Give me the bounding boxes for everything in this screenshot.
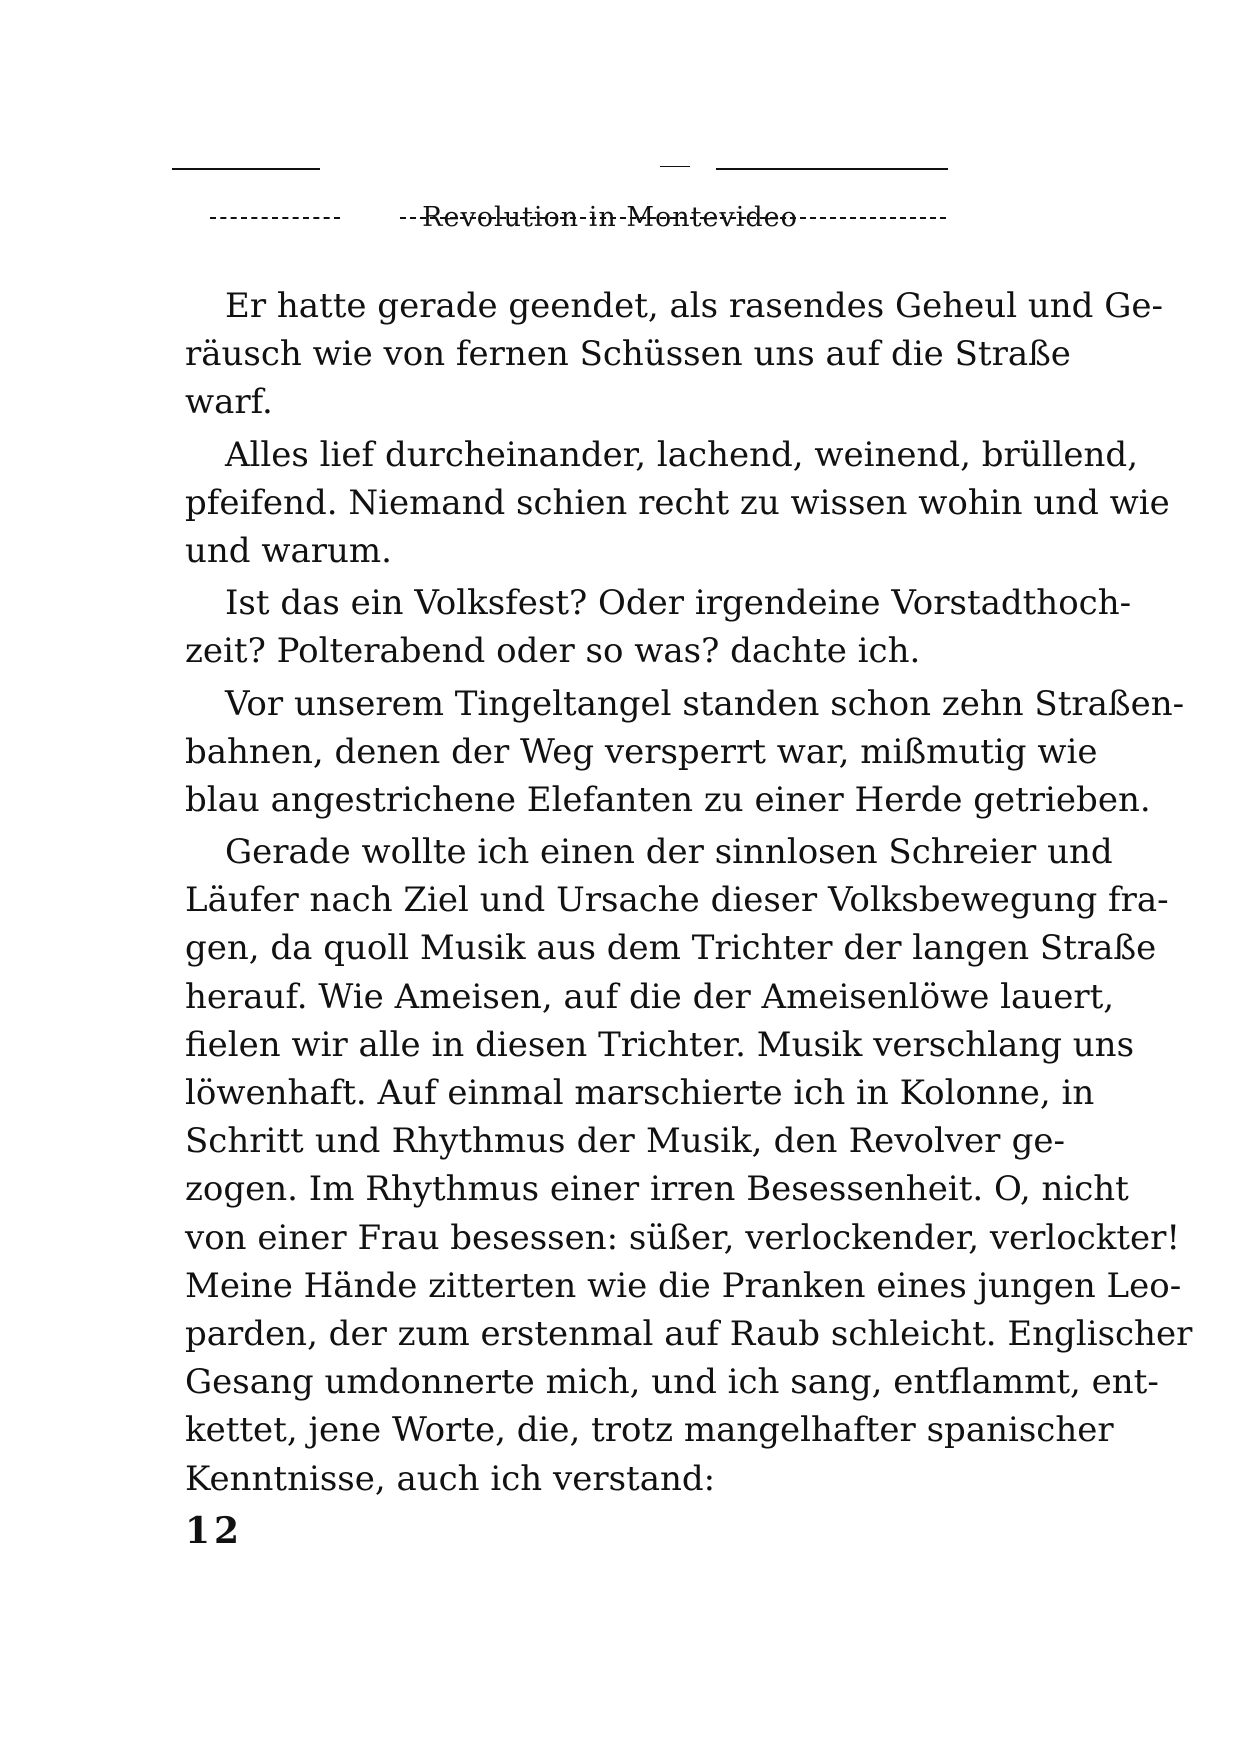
text-line: bahnen, denen der Weg versperrt war, mißmutig wie <box>185 731 1098 772</box>
running-title: Revolution in Montevideo <box>422 202 798 233</box>
text-line: Vor unserem Tingeltangel standen schon zehn Straßen- <box>225 683 1185 724</box>
text-line: Läufer nach Ziel und Ursache dieser Volksbewegung fra- <box>185 880 1169 921</box>
text-line: Gesang umdonnerte mich, und ich sang, entflammt, ent- <box>185 1362 1159 1403</box>
text-line: Gerade wollte ich einen der sinnlosen Schreier und <box>225 832 1113 873</box>
text-line: blau angestrichene Elefanten zu einer Herde getrieben. <box>185 779 1151 820</box>
text-line: pfeifend. Niemand schien recht zu wissen wohin und wie <box>185 482 1170 523</box>
text-line: kettet, jene Worte, die, trotz mangelhafter spanischer <box>185 1410 1114 1451</box>
header-rule-top-left <box>172 168 320 170</box>
text-line: von einer Frau besessen: süßer, verlockender, verlockter! <box>185 1217 1181 1258</box>
text-line: zogen. Im Rhythmus einer irren Besessenheit. O, nicht <box>185 1169 1129 1210</box>
header-rule-top-mid <box>660 166 690 167</box>
header-rule-top-right <box>716 168 948 170</box>
text-line: gen, da quoll Musik aus dem Trichter der langen Straße <box>185 928 1157 969</box>
text-line: herauf. Wie Ameisen, auf die der Ameisenlöwe lauert, <box>185 976 1115 1017</box>
header-rule-bottom-left <box>210 217 340 219</box>
text-line: Schritt und Rhythmus der Musik, den Revolver ge- <box>185 1121 1065 1162</box>
paragraph <box>185 431 1170 576</box>
text-line: warf. <box>185 382 273 423</box>
text-line: parden, der zum erstenmal auf Raub schleicht. Englischer <box>185 1313 1193 1354</box>
text-line: Meine Hände zitterten wie die Pranken eines jungen Leo- <box>185 1265 1182 1306</box>
paragraph <box>185 579 1132 675</box>
header-rule-bottom-right <box>400 217 946 219</box>
text-line: und warum. <box>185 530 392 571</box>
body-text <box>185 282 1193 1507</box>
paragraph <box>185 828 1193 1503</box>
text-line: räusch wie von fernen Schüssen uns auf die Straße <box>185 334 1071 375</box>
text-line: Er hatte gerade geendet, als rasendes Geheul und Ge- <box>225 286 1164 326</box>
page-number: 12 <box>185 1510 244 1552</box>
text-line: Alles lief durcheinander, lachend, weinend, brüllend, <box>225 434 1139 475</box>
paragraph <box>185 282 1164 427</box>
text-line: Ist das ein Volksfest? Oder irgendeine Vorstadthoch- <box>225 583 1132 624</box>
text-line: löwenhaft. Auf einmal marschierte ich in Kolonne, in <box>185 1073 1095 1113</box>
text-line: zeit? Polterabend oder so was? dachte ich. <box>185 631 921 672</box>
paragraph <box>185 680 1185 825</box>
text-line: fielen wir alle in diesen Trichter. Musik verschlang uns <box>185 1024 1135 1065</box>
text-line: Kenntnisse, auch ich verstand: <box>185 1458 716 1499</box>
